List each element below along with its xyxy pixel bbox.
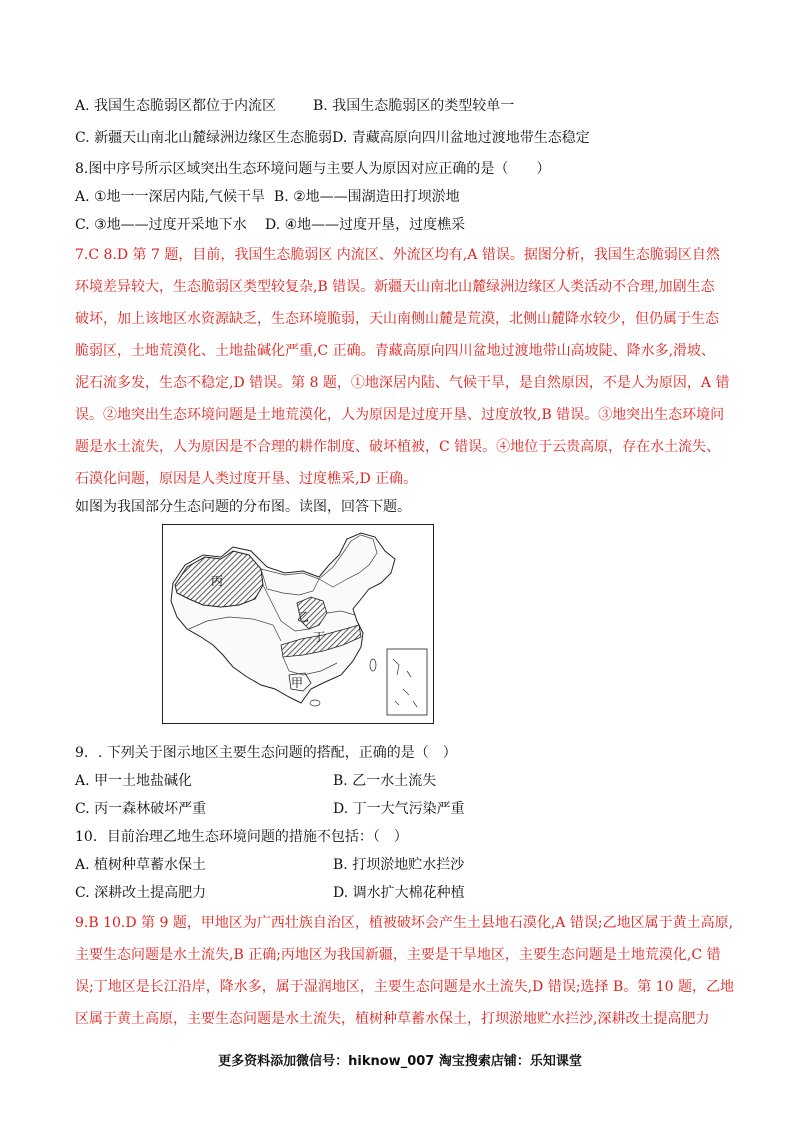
- answer-78-line-6: 误。②地突出生态环境问题是土地荒漠化，人为原因是过度开垦、过度放牧,B 错误。③地突出生态环境问: [75, 407, 725, 423]
- q8-stem: 8.图中序号所示区域突出生态环境问题与主要人为原因对应正确的是（ ）: [75, 161, 551, 177]
- q9-stem: 9．. 下列关于图示地区主要生态问题的搭配，正确的是（ ）: [75, 745, 457, 761]
- map-label-jia: 甲: [291, 676, 304, 690]
- answer-78-line-5: 泥石流多发，生态不稳定,D 错误。第 8 题，①地深居内陆、气候干旱，是自然原因，不是人为原因，A 错: [75, 375, 730, 391]
- q10-option-b: B. 打坝淤地贮水拦沙: [333, 857, 465, 873]
- q7-option-a: A. 我国生态脆弱区都位于内流区: [75, 98, 277, 114]
- answer-78-line-2: 环境差异较大，生态脆弱区类型较复杂,B 错误。新疆天山南北山麓绿洲边缘区人类活动不合理,加剧生态: [75, 279, 715, 295]
- china-ecology-map: [162, 524, 434, 724]
- q8-option-b: B. ②地——围湖造田打坝淤地: [273, 189, 460, 205]
- q8-option-row-1: [75, 187, 460, 207]
- map-label-bing: 丙: [211, 574, 224, 588]
- q7-option-c: C. 新疆天山南北山麓绿洲边缘区生态脆弱: [75, 130, 333, 146]
- q9-option-row-2: [75, 799, 465, 819]
- q10-option-a: A. 植树种草蓄水保土: [75, 857, 207, 873]
- q8-option-a: A. ①地一一深居内陆,气候干旱: [75, 189, 266, 205]
- q9-option-row-1: [75, 771, 436, 791]
- answer-910-line-2: 主要生态问题是水土流失,B 正确;丙地区为我国新疆，主要是干旱地区，主要生态问题是土地荒漠化,C 错: [75, 947, 721, 963]
- map-label-yi: 乙: [297, 610, 310, 624]
- q10-option-row-2: [75, 883, 465, 903]
- answer-910-line-4: 区属于黄土高原，主要生态问题是水土流失，植树种草蓄水保土，打坝淤地贮水拦沙,深耕改土提高肥力: [75, 1011, 710, 1027]
- q7-option-b: B. 我国生态脆弱区的类型较单一: [313, 98, 515, 114]
- answer-78-line-1: 7.C 8.D 第 7 题，目前，我国生态脆弱区 内流区、外流区均有,A 错误。据图分析，我国生态脆弱区自然: [75, 247, 720, 263]
- q7-option-row-2: [75, 128, 590, 148]
- page-footer: 更多资料添加微信号：hiknow_007 淘宝搜索店铺：乐知课堂: [218, 1054, 582, 1069]
- q9-option-d: D. 丁一大气污染严重: [333, 801, 465, 817]
- q10-option-row-1: [75, 855, 464, 875]
- q10-option-d: D. 调水扩大棉花种植: [333, 885, 465, 901]
- answer-78-line-3: 破坏，加上该地区水资源缺乏，生态环境脆弱，天山南侧山麓是荒漠，北侧山麓降水较少，但仍属于生态: [75, 311, 719, 327]
- answer-78-line-8: 石漠化问题，原因是人类过度开垦、过度樵采,D 正确。: [75, 471, 418, 487]
- q8-option-c: C. ③地——过度开采地下水: [75, 217, 247, 233]
- q8-option-row-2: [75, 215, 465, 235]
- answer-78-line-7: 题是水土流失，人为原因是不合理的耕作制度、破坏植被，C 错误。④地位于云贵高原，存在水土流失、: [75, 439, 721, 455]
- figure-intro: 如图为我国部分生态问题的分布图。读图，回答下题。: [75, 499, 411, 515]
- q8-option-d: D. ④地——过度开垦，过度樵采: [265, 217, 466, 233]
- map-label-ding: 丁: [313, 630, 326, 644]
- china-map-svg: [163, 525, 433, 723]
- q7-option-row-1: [75, 96, 514, 116]
- answer-78-line-4: 脆弱区，土地荒漠化、土地盐碱化严重,C 正确。青藏高原向四川盆地过渡地带山高坡陡、降水多,滑坡、: [75, 343, 716, 359]
- q9-option-b: B. 乙一水土流失: [333, 773, 437, 789]
- q9-option-a: A. 甲一土地盐碱化: [75, 773, 193, 789]
- q10-option-c: C. 深耕改土提高肥力: [75, 885, 207, 901]
- q7-option-d: D. 青藏高原向四川盆地过渡地带生态稳定: [332, 130, 590, 146]
- q9-option-c: C. 丙一森林破坏严重: [75, 801, 207, 817]
- answer-910-line-1: 9.B 10.D 第 9 题，甲地区为广西壮族自治区，植被破坏会产生土县地石漠化,A 错误;乙地区属于黄土高原,: [75, 915, 734, 931]
- answer-910-line-3: 误;丁地区是长江沿岸，降水多，属于湿润地区，主要生态问题是水土流失,D 错误;选择 B。第 10 题，乙地: [75, 979, 735, 995]
- south-china-sea-inset: [387, 649, 427, 715]
- q10-stem: 10．目前治理乙地生态环境问题的措施不包括：（ ）: [75, 829, 408, 845]
